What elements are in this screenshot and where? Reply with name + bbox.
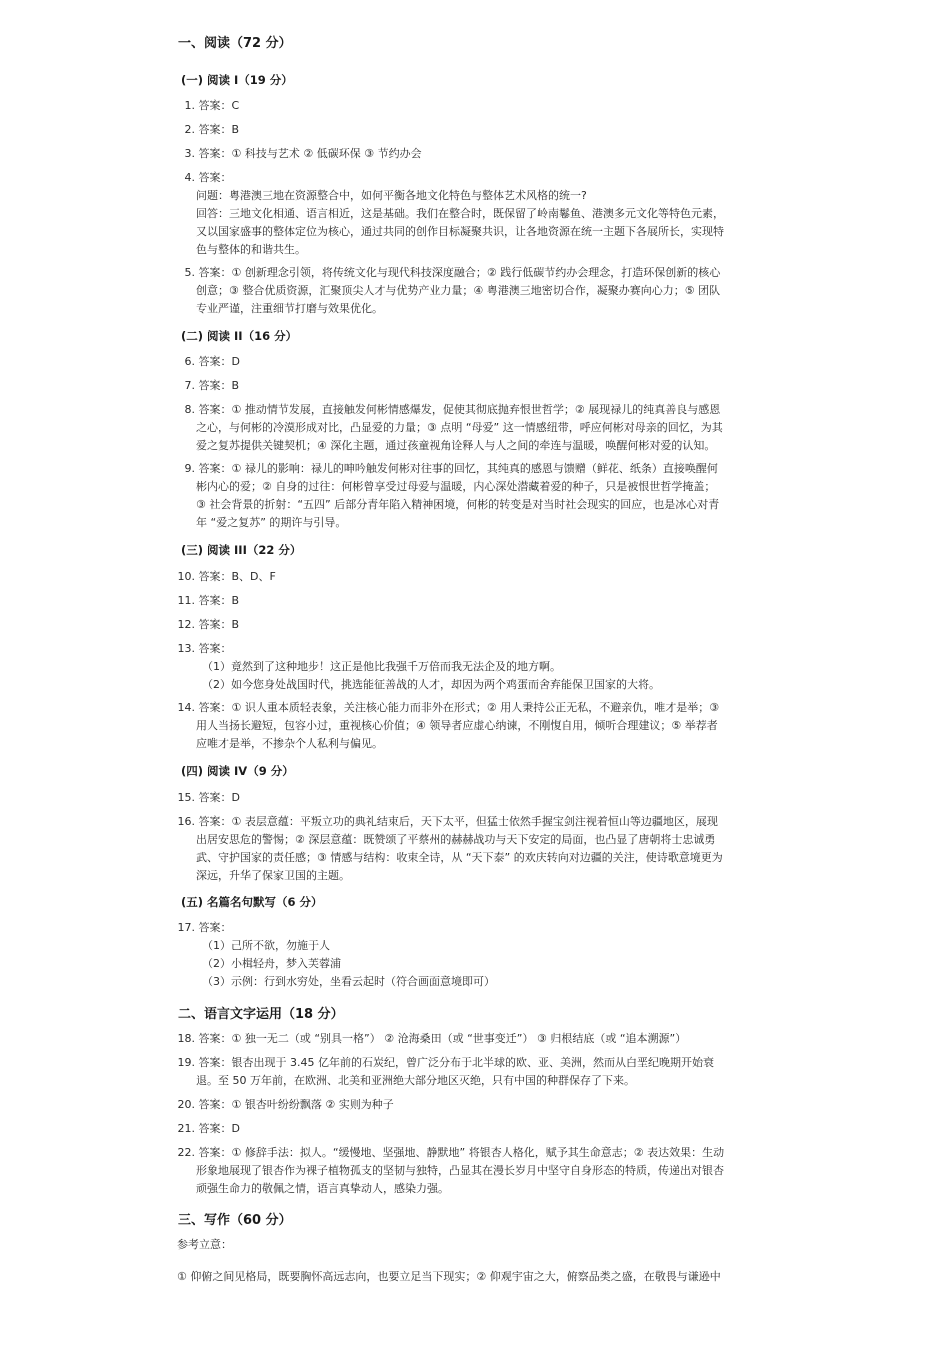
- item-number: 15.: [177, 791, 195, 804]
- answer-item-15: [177, 789, 769, 807]
- answer-item-8: [177, 401, 769, 455]
- item-line: 专业严谨，注重细节打磨与效果优化。: [196, 302, 383, 315]
- item-line: 创意；③ 整合优质资源，汇聚顶尖人才与优势产业力量；④ 粤港澳三地密切合作，凝聚办赛向心力；⑤ 团队: [196, 284, 721, 297]
- answer-item-20: [177, 1096, 769, 1114]
- item-text: 答案：① 推动情节发展，直接触发何彬情感爆发，促使其彻底抛弃恨世哲学；② 展现禄儿的纯真善良与感恩: [198, 403, 721, 416]
- item-text: 答案：D: [198, 791, 240, 804]
- item-line: 之心，与何彬的冷漠形成对比，凸显爱的力量；③ 点明 “母爱” 这一情感纽带，呼应何彬对母亲的回忆，为其: [196, 421, 723, 434]
- item-number: 10.: [177, 570, 195, 583]
- item-text: 答案：D: [198, 1122, 240, 1135]
- item-number: 13.: [177, 642, 195, 655]
- answer-item-2: [177, 121, 769, 139]
- part2-title: 二、语言文字运用（18 分）: [178, 1007, 344, 1022]
- part3-title: 三、写作（60 分）: [178, 1213, 292, 1228]
- answer-item-1: [177, 97, 769, 115]
- item-number: 21.: [177, 1122, 195, 1135]
- item-subanswer: （3）示例：行到水穷处，坐看云起时（符合画面意境即可）: [202, 975, 495, 988]
- item-number: 8.: [184, 403, 195, 416]
- item-text: 答案：① 科技与艺术 ② 低碳环保 ③ 节约办会: [198, 147, 422, 160]
- answer-item-18: [177, 1030, 769, 1048]
- item-line: 退。至 50 万年前，在欧洲、北美和亚洲绝大部分地区灭绝，只有中国的种群保存了下来。: [196, 1074, 635, 1087]
- item-line: 出居安思危的警惕；② 深层意蕴：既赞颂了平蔡州的赫赫战功与天下安定的局面，也凸显了唐朝将士忠诚勇: [196, 833, 716, 846]
- item-line: 彬内心的爱；② 自身的过往：何彬曾享受过母爱与温暖，内心深处潜藏着爱的种子，只是被恨世哲学掩盖；: [196, 480, 716, 493]
- item-text: 答案：D: [198, 355, 240, 368]
- item-line: 年 “爱之复苏” 的期许与引导。: [196, 516, 347, 529]
- item-text: 答案：C: [198, 99, 240, 112]
- writing-paragraph: ① 仰俯之间见格局，既要胸怀高远志向，也要立足当下现实；② 仰观宇宙之大，俯察品类之盛，在敬畏与谦逊中: [177, 1270, 721, 1283]
- item-line: 深远，升华了保家卫国的主题。: [196, 869, 350, 882]
- answer-item-4: [177, 169, 769, 259]
- section-title-reading-4: (四) 阅读 IV（9 分）: [181, 764, 294, 778]
- item-text: 答案：① 独一无二（或 “别具一格”） ② 沧海桑田（或 “世事变迁”） ③ 归根结底（或 “追本溯源”）: [198, 1032, 687, 1045]
- item-number: 12.: [177, 618, 195, 631]
- item-number: 7.: [184, 379, 195, 392]
- answer-item-17: [177, 919, 769, 991]
- item-subanswer: （1）竟然到了这种地步！这正是他比我强千万倍而我无法企及的地方啊。: [202, 660, 561, 673]
- answer-item-6: [177, 353, 769, 371]
- item-text: 答案：B、D、F: [198, 570, 276, 583]
- item-line: 用人当扬长避短，包容小过，重视核心价值；④ 领导者应虚心纳谏，不刚愎自用，倾听合理建议；⑤ 举荐者: [196, 719, 718, 732]
- part1-title: 一、阅读（72 分）: [178, 36, 292, 51]
- item-number: 6.: [184, 355, 195, 368]
- item-number: 20.: [177, 1098, 195, 1111]
- answer-item-10: [177, 568, 769, 586]
- answer-item-16: [177, 813, 769, 885]
- answer-item-22: [177, 1144, 769, 1198]
- answer-item-7: [177, 377, 769, 395]
- item-number: 2.: [184, 123, 195, 136]
- item-line: 应唯才是举，不掺杂个人私利与偏见。: [196, 737, 383, 750]
- item-text: 答案：① 禄儿的影响：禄儿的呻吟触发何彬对往事的回忆，其纯真的感恩与馈赠（鲜花、纸条）直接唤醒何: [198, 462, 718, 475]
- writing-intro: 参考立意：: [177, 1238, 232, 1251]
- item-number: 3.: [184, 147, 195, 160]
- item-line: 色与整体的和谐共生。: [196, 243, 306, 256]
- item-line: 又以国家盛事的整体定位为核心，通过共同的创作目标凝聚共识，让各地资源在统一主题下各展所长，实现特: [196, 225, 724, 238]
- answer-item-12: [177, 616, 769, 634]
- item-number: 1.: [184, 99, 195, 112]
- item-subanswer: （2）小楫轻舟，梦入芙蓉浦: [202, 957, 341, 970]
- item-text: 答案：① 银杏叶纷纷飘落 ② 实则为种子: [198, 1098, 394, 1111]
- item-number: 9.: [184, 462, 195, 475]
- item-line: 形象地展现了银杏作为裸子植物孤支的坚韧与独特，凸显其在漫长岁月中坚守自身形态的特质，传递出对银杏: [196, 1164, 724, 1177]
- item-text: 答案：① 识人重本质轻表象，关注核心能力而非外在形式；② 用人秉持公正无私，不避亲仇，唯才是举；③: [198, 701, 720, 714]
- item-number: 5.: [184, 266, 195, 279]
- item-subanswer: （1）己所不欲，勿施于人: [202, 939, 330, 952]
- item-number: 19.: [177, 1056, 195, 1069]
- item-line: 武、守护国家的责任感；③ 情感与结构：收束全诗，从 “天下泰” 的欢庆转向对边疆的关注，使诗歌意境更为: [196, 851, 723, 864]
- answer-item-3: [177, 145, 769, 163]
- answer-item-13: [177, 640, 769, 694]
- item-line: 回答：三地文化相通、语言相近，这是基础。我们在整合时，既保留了岭南鬈鱼、港澳多元文化等特色元素，: [196, 207, 724, 220]
- item-text: 答案：① 修辞手法：拟人。“缓慢地、坚强地、静默地” 将银杏人格化，赋予其生命意志；② 表达效果：生动: [198, 1146, 725, 1159]
- item-text: 答案：B: [198, 618, 240, 631]
- item-text: 答案：: [198, 642, 232, 655]
- section-title-reading-1: (一) 阅读 I（19 分）: [181, 73, 293, 87]
- item-text: 答案：B: [198, 594, 240, 607]
- item-text: 答案：① 表层意蕴：平叛立功的典礼结束后，天下太平，但猛士依然手握宝剑注视着恒山等边疆地区，展现: [198, 815, 718, 828]
- answer-item-11: [177, 592, 769, 610]
- item-line: 顽强生命力的敬佩之情，语言真挚动人，感染力强。: [196, 1182, 449, 1195]
- item-number: 18.: [177, 1032, 195, 1045]
- item-text: 答案：: [198, 921, 232, 934]
- item-subanswer: （2）如今您身处战国时代，挑选能征善战的人才，却因为两个鸡蛋而舍弃能保卫国家的大将。: [202, 678, 660, 691]
- item-number: 4.: [184, 171, 195, 184]
- section-title-reading-2: (二) 阅读 II（16 分）: [181, 329, 298, 343]
- item-line: 问题：粤港澳三地在资源整合中，如何平衡各地文化特色与整体艺术风格的统一?: [196, 189, 587, 202]
- item-number: 16.: [177, 815, 195, 828]
- item-number: 22.: [177, 1146, 195, 1159]
- item-text: 答案：① 创新理念引领，将传统文化与现代科技深度融合；② 践行低碳节约办会理念，打造环保创新的核心: [198, 266, 721, 279]
- item-text: 答案：B: [198, 379, 240, 392]
- item-text: 答案：银杏出现于 3.45 亿年前的石炭纪，曾广泛分布于北半球的欧、亚、美洲，然而从白垩纪晚期开始衰: [198, 1056, 714, 1069]
- item-line: ③ 社会背景的折射：“五四” 后部分青年陷入精神困境，何彬的转变是对当时社会现实的回应，也是冰心对青: [196, 498, 720, 511]
- section-title-reading-3: (三) 阅读 III（22 分）: [181, 543, 302, 557]
- section-title-memorization: (五) 名篇名句默写（6 分）: [181, 895, 323, 909]
- item-number: 17.: [177, 921, 195, 934]
- item-text: 答案：B: [198, 123, 240, 136]
- answer-item-19: [177, 1054, 769, 1090]
- answer-item-21: [177, 1120, 769, 1138]
- answer-item-9: [177, 460, 769, 532]
- answer-item-14: [177, 699, 769, 753]
- item-number: 11.: [177, 594, 195, 607]
- item-text: 答案：: [198, 171, 232, 184]
- answer-item-5: [177, 264, 769, 318]
- item-number: 14.: [177, 701, 195, 714]
- item-line: 爱之复苏提供关键契机；④ 深化主题，通过孩童视角诠释人与人之间的牵连与温暖，唤醒何彬对爱的认知。: [196, 439, 716, 452]
